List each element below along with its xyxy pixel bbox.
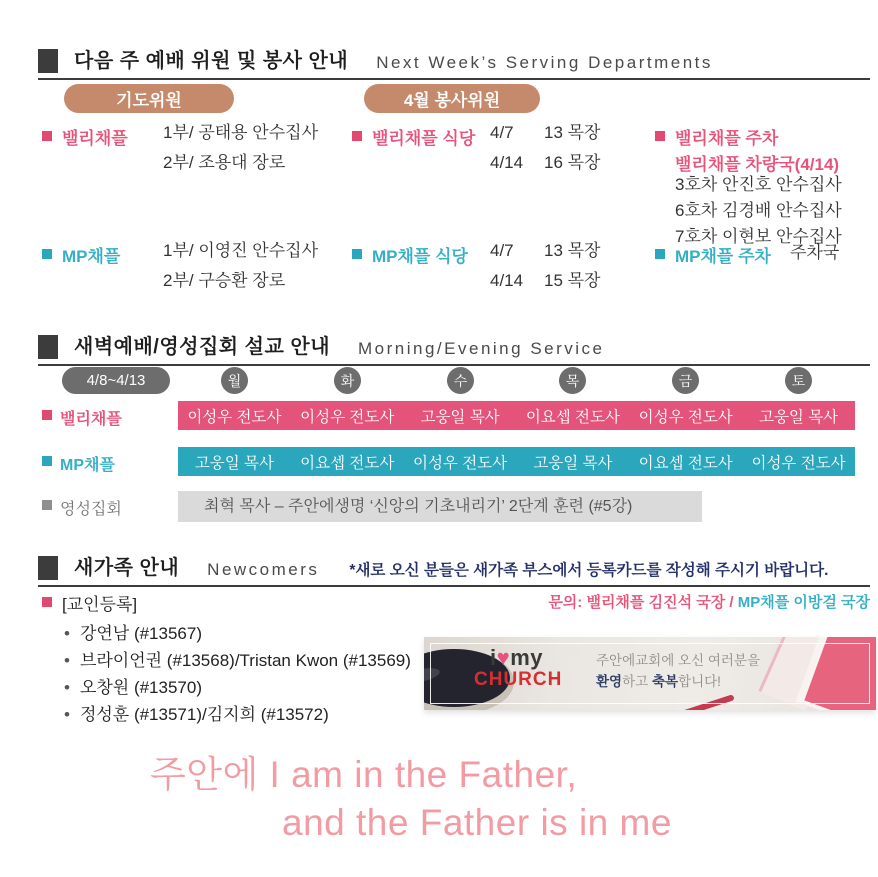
contact-line xyxy=(430,591,870,612)
preacher-cell: 이성우 전도사 xyxy=(300,408,395,426)
date-range-pill: 4/8~4/13 xyxy=(62,367,170,394)
mp-parking-value: 주차국 xyxy=(790,243,840,262)
cafeteria-entry xyxy=(490,118,600,148)
preacher-cell: 이성우 전도사 xyxy=(751,454,846,472)
entry-date: 4/7 xyxy=(490,123,514,142)
sched-valley-label: 밸리채플 xyxy=(60,411,122,428)
section-newcomers-header xyxy=(38,551,870,587)
section-serving-header xyxy=(38,44,870,80)
spiritual-meeting-info: 최혁 목사 – 주안에생명 ‘신앙의 기초내리기’ 2단계 훈련 (#5강) xyxy=(178,491,702,522)
bullet-dot-icon: • xyxy=(64,624,70,643)
mp-preacher-row xyxy=(178,447,855,476)
entry-date: 4/14 xyxy=(490,271,524,290)
welcome-banner xyxy=(424,637,876,710)
mp-chapel-label: MP채플 xyxy=(62,247,121,266)
day-circle-wed: 수 xyxy=(447,367,474,394)
section-square-icon xyxy=(38,556,58,580)
sched-spiritual-label: 영성집회 xyxy=(60,501,122,518)
mp-cafeteria-label: MP채플 식당 xyxy=(372,247,468,266)
preacher-cell: 이요셉 전도사 xyxy=(525,408,620,426)
banner-welcome-text xyxy=(596,650,760,692)
preacher-cell: 고웅일 목사 xyxy=(420,408,500,426)
scripture-quote-line2: and the Father is in me xyxy=(282,802,672,843)
banner-line2: 환영하고 축복합니다! xyxy=(596,674,721,689)
banner-line1: 주안에교회에 오신 여러분을 xyxy=(596,653,760,668)
day-circle-tue: 화 xyxy=(334,367,361,394)
newcomer-name: 브라이언권 (#13568)/Tristan Kwon (#13569) xyxy=(79,651,411,670)
section-newcomers-title-en: Newcomers xyxy=(207,560,320,579)
mp-server-line1: 1부/ 이영진 안수집사 xyxy=(163,241,318,260)
mp-server-line2: 2부/ 구승환 장로 xyxy=(163,271,286,290)
registration-label: [교인등록] xyxy=(62,595,138,614)
entry-value: 13 목장 xyxy=(544,241,601,260)
entry-value: 13 목장 xyxy=(544,123,601,142)
section-sermon-title-ko: 새벽예배/영성집회 설교 안내 xyxy=(74,336,331,358)
pill-april-committee: 4월 봉사위원 xyxy=(364,84,540,113)
day-circle-sat: 토 xyxy=(785,367,812,394)
newcomer-name: 오창원 (#13570) xyxy=(79,678,202,697)
contact-mp: MP채플 이방걸 국장 xyxy=(737,594,870,611)
entry-date: 4/7 xyxy=(490,241,514,260)
section-sermon-header xyxy=(38,330,870,366)
list-item xyxy=(64,620,411,647)
bullet-square-icon xyxy=(42,249,52,259)
scripture-quote-line1: 주안에 I am in the Father, xyxy=(150,754,578,795)
newcomer-name: 강연남 (#13567) xyxy=(79,624,202,643)
newcomers-notice: *새로 오신 분들은 새가족 부스에서 등록카드를 작성해 주시기 바랍니다. xyxy=(349,562,829,579)
section-square-icon xyxy=(38,49,58,73)
section-newcomers-title-ko: 새가족 안내 xyxy=(74,557,180,579)
parking-line: 3호차 안진호 안수집사 xyxy=(675,175,842,194)
valley-parking-label: 밸리채플 주차 xyxy=(675,129,779,148)
logo-i: i xyxy=(490,645,497,670)
preacher-cell: 고웅일 목사 xyxy=(194,454,274,472)
bullet-square-icon xyxy=(42,456,52,466)
mp-parking-label: MP채플 주차 xyxy=(675,247,771,266)
valley-preacher-row xyxy=(178,401,855,430)
bullet-square-icon xyxy=(42,410,52,420)
mp-chapel-servers xyxy=(163,236,318,296)
list-item xyxy=(64,701,411,728)
newcomer-name-list xyxy=(64,620,411,728)
preacher-cell: 고웅일 목사 xyxy=(533,454,613,472)
preacher-cell: 이성우 전도사 xyxy=(638,408,733,426)
valley-chapel-label: 밸리채플 xyxy=(62,129,128,148)
section-serving-title-en: Next Week’s Serving Departments xyxy=(376,53,713,72)
preacher-cell: 이성우 전도사 xyxy=(187,408,282,426)
day-circle-mon: 월 xyxy=(221,367,248,394)
bullet-square-icon xyxy=(42,500,52,510)
bullet-square-icon xyxy=(42,131,52,141)
valley-server-line1: 1부/ 공태용 안수집사 xyxy=(163,123,318,142)
logo-my: my xyxy=(510,645,543,670)
section-square-icon xyxy=(38,335,58,359)
valley-chapel-servers xyxy=(163,118,318,178)
bullet-square-icon xyxy=(655,131,665,141)
mp-cafeteria-schedule xyxy=(490,236,600,296)
logo-church: CHURCH xyxy=(474,669,563,690)
i-love-my-church-logo xyxy=(474,645,563,691)
entry-value: 15 목장 xyxy=(544,271,601,290)
valley-cafeteria-schedule xyxy=(490,118,600,178)
valley-parking-assignments xyxy=(675,172,842,250)
cafeteria-entry xyxy=(490,148,600,178)
preacher-cell: 고웅일 목사 xyxy=(758,408,839,426)
preacher-cell: 이요셉 전도사 xyxy=(300,454,395,472)
bullet-dot-icon: • xyxy=(64,678,70,697)
valley-vehicle-dept-label: 밸리채플 차량국(4/14) xyxy=(675,155,840,174)
day-circle-thu: 목 xyxy=(559,367,586,394)
contact-separator: / xyxy=(725,594,738,611)
bullet-dot-icon: • xyxy=(64,651,70,670)
list-item xyxy=(64,674,411,701)
cafeteria-entry xyxy=(490,236,600,266)
sched-mp-label: MP채플 xyxy=(60,457,115,474)
parking-line: 7호차 이현보 안수집사 xyxy=(675,227,842,246)
cafeteria-entry xyxy=(490,266,600,296)
entry-date: 4/14 xyxy=(490,153,524,172)
bullet-square-icon xyxy=(655,249,665,259)
section-sermon-title-en: Morning/Evening Service xyxy=(358,339,605,358)
day-circle-fri: 금 xyxy=(672,367,699,394)
bullet-dot-icon: • xyxy=(64,705,70,724)
entry-value: 16 목장 xyxy=(544,153,601,172)
valley-server-line2: 2부/ 조용대 장로 xyxy=(163,153,286,172)
bullet-square-icon xyxy=(352,249,362,259)
section-serving-title-ko: 다음 주 예배 위원 및 봉사 안내 xyxy=(74,50,349,72)
parking-line: 6호차 김경배 안수집사 xyxy=(675,201,842,220)
preacher-cell: 이성우 전도사 xyxy=(412,454,508,472)
heart-icon: ♥ xyxy=(496,645,511,670)
valley-cafeteria-label: 밸리채플 식당 xyxy=(372,129,476,148)
pill-prayer-committee: 기도위원 xyxy=(64,84,234,113)
newcomer-name: 정성훈 (#13571)/김지희 (#13572) xyxy=(79,705,329,724)
bullet-square-icon xyxy=(352,131,362,141)
bullet-square-icon xyxy=(42,597,52,607)
preacher-cell: 이요셉 전도사 xyxy=(638,454,733,472)
contact-valley: 문의: 밸리채플 김진석 국장 xyxy=(548,594,726,611)
list-item xyxy=(64,647,411,674)
